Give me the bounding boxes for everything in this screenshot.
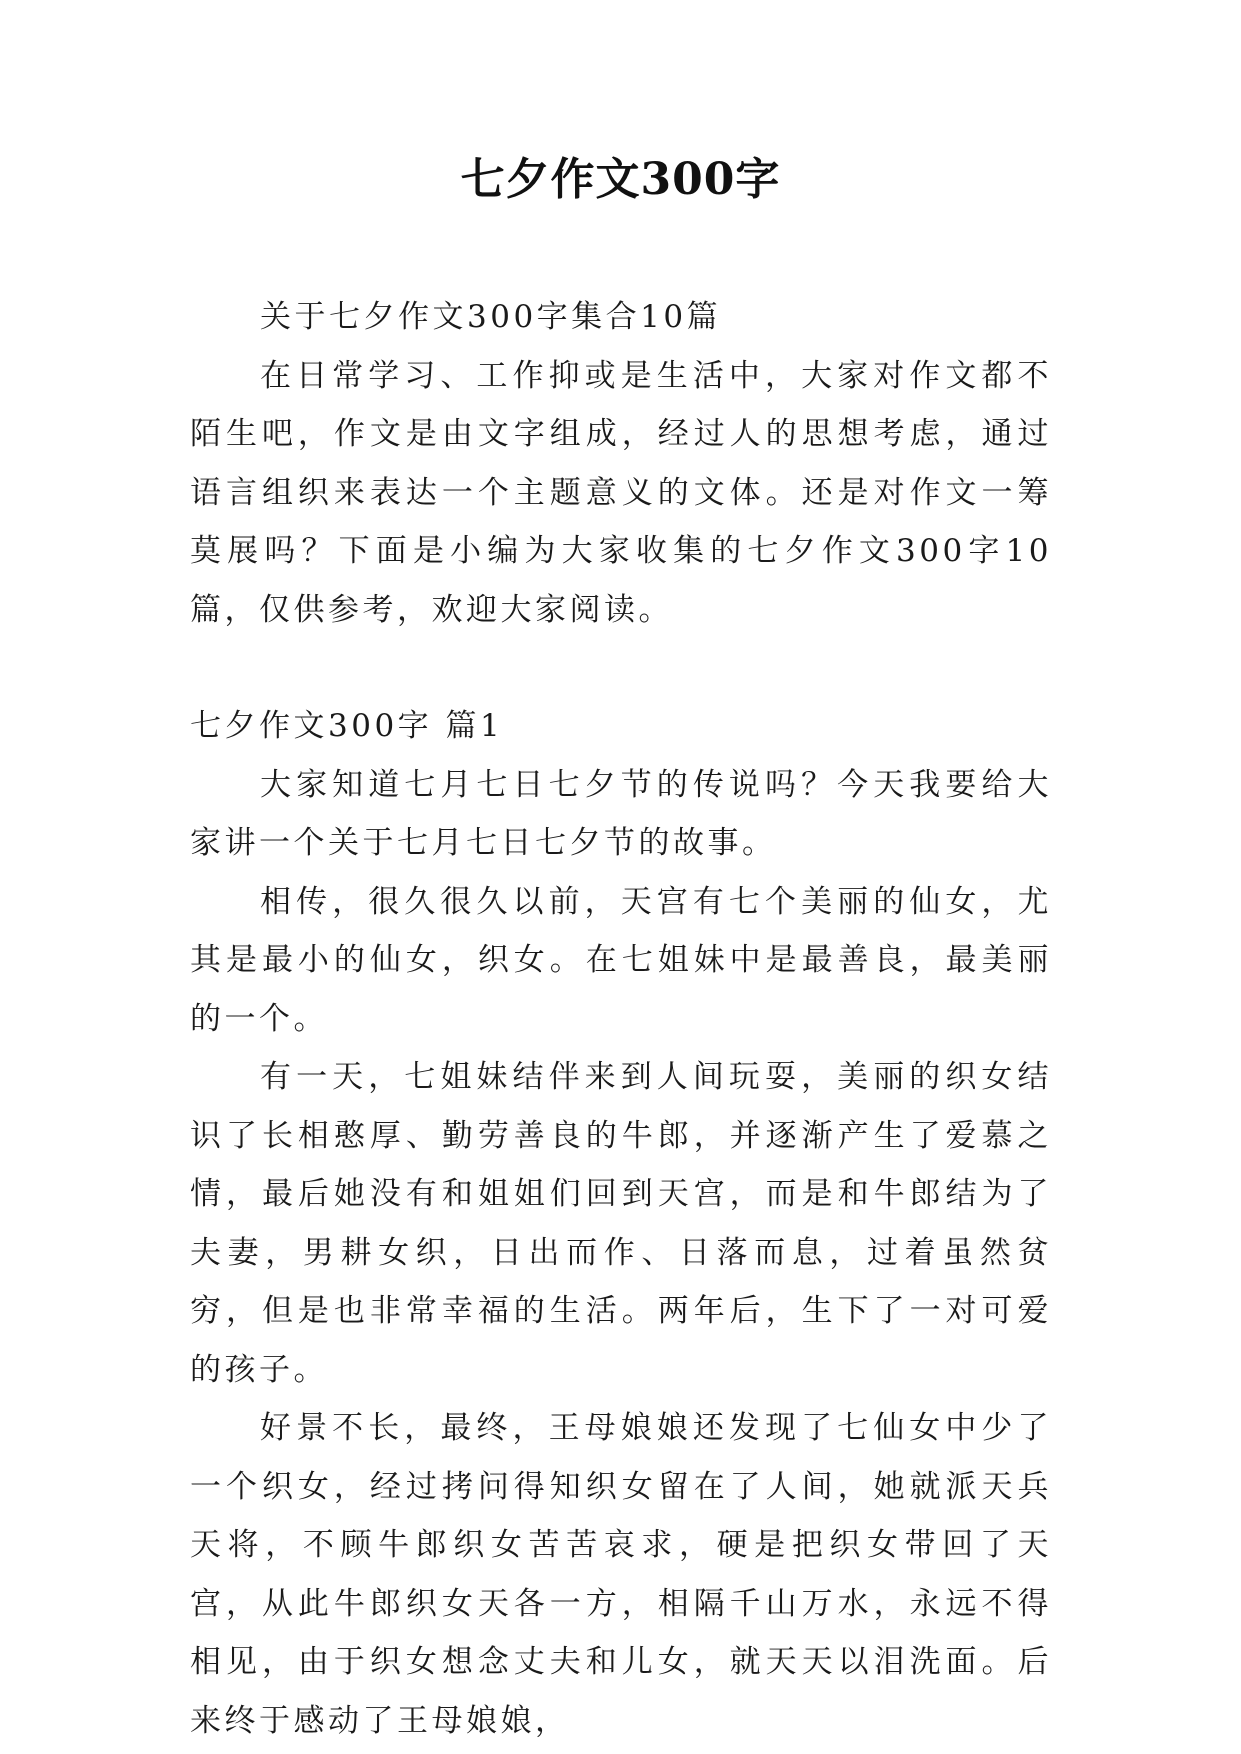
body-paragraph: 好景不长，最终，王母娘娘还发现了七仙女中少了一个织女，经过拷问得知织女留在了人间，她就派天兵天将，不顾牛郎织女苦苦哀求，硬是把织女带回了天宫，从此牛郎织女天各一方，相隔千山万水，永远不得相见，由于织女想念丈夫和儿女，就天天以泪洗面。后来终于感动了王母娘娘， — [190, 1410, 1052, 1739]
body-paragraph: 有一天，七姐妹结伴来到人间玩耍，美丽的织女结识了长相憨厚、勤劳善良的牛郎，并逐渐产生了爱慕之情，最后她没有和姐姐们回到天宫，而是和牛郎结为了夫妻，男耕女织，日出而作、日落而息，过着虽然贫穷，但是也非常幸福的生活。两年后，生下了一对可爱的孩子。 — [190, 1059, 1052, 1388]
section-heading: 七夕作文300字 篇1 — [190, 708, 504, 744]
document-body — [190, 288, 1052, 1750]
intro-heading: 关于七夕作文300字集合10篇 — [260, 299, 722, 335]
body-paragraph: 大家知道七月七日七夕节的传说吗？今天我要给大家讲一个关于七月七日七夕节的故事。 — [190, 766, 1052, 861]
document-title: 七夕作文300字 — [460, 154, 781, 205]
body-paragraph: 相传，很久很久以前，天宫有七个美丽的仙女，尤其是最小的仙女，织女。在七姐妹中是最善良，最美丽的一个。 — [190, 883, 1052, 1037]
intro-paragraph: 在日常学习、工作抑或是生活中，大家对作文都不陌生吧，作文是由文字组成，经过人的思想考虑，通过语言组织来表达一个主题意义的文体。还是对作文一筹莫展吗？下面是小编为大家收集的七夕作文300字10篇，仅供参考，欢迎大家阅读。 — [190, 357, 1052, 628]
